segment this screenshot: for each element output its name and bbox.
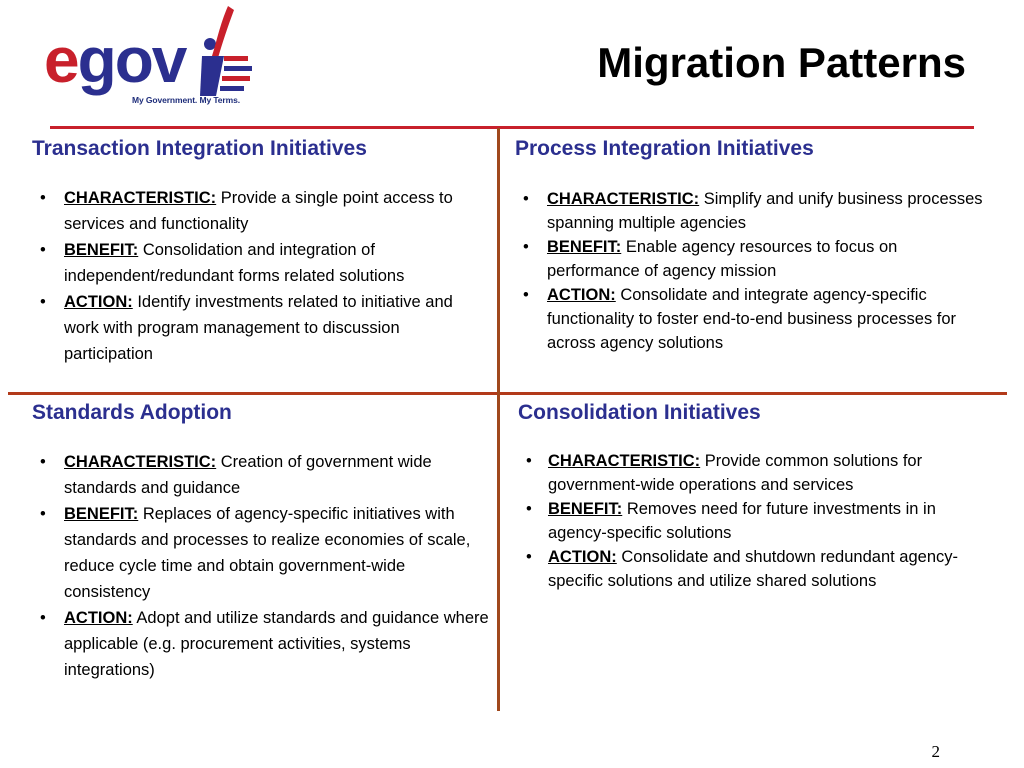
item-text: Enable agency resources to focus on performance of agency mission [547,238,898,281]
item-label: BENEFIT: [64,241,139,260]
item-label: ACTION: [547,286,616,305]
quadrant-standards-adoption [32,400,492,683]
item-text: Provide a single point access to services and functionality [64,189,453,234]
list-item [515,235,985,283]
vertical-divider [497,128,500,711]
bullet-list [515,187,985,355]
item-text: Provide common solutions for government-wide operations and services [548,452,923,495]
list-item [515,283,985,355]
item-label: CHARACTERISTIC: [547,190,700,209]
list-item [518,449,968,497]
bullet-list [518,449,968,593]
list-item [32,185,492,237]
quadrant-heading: Consolidation Initiatives [518,401,761,424]
item-label: ACTION: [548,548,617,567]
item-text: Identify investments related to initiative and work with program management to discussion participation [64,293,453,364]
bullet-list [32,449,492,683]
item-text: Consolidate and shutdown redundant agency-specific solutions and utilize shared solutions [548,548,958,591]
item-text: Creation of government wide standards and guidance [64,453,432,498]
quadrant-heading: Standards Adoption [32,401,232,424]
list-item [32,449,492,501]
list-item [518,497,968,545]
item-text: Removes need for future investments in in agency-specific solutions [548,500,936,543]
flag-figure-icon [200,6,252,96]
quadrant-transaction-integration [32,136,492,367]
egov-logo-graphic [44,4,264,108]
item-label: BENEFIT: [547,238,622,257]
item-text: Adopt and utilize standards and guidance where applicable (e.g. procurement activities, systems integrations) [64,609,489,680]
logo-tagline: My Government. My Terms. [132,95,240,105]
item-text: Replaces of agency-specific initiatives with standards and processes to realize economies of scale, reduce cycle time and obtain government-wide consistency [64,505,471,602]
list-item [518,545,968,593]
bullet-list [32,185,492,367]
item-label: CHARACTERISTIC: [64,189,217,208]
item-label: BENEFIT: [64,505,139,524]
list-item [32,237,492,289]
quadrant-consolidation [518,400,968,593]
item-text: Simplify and unify business processes spanning multiple agencies [547,190,983,233]
page-number: 2 [931,742,940,761]
logo-wordmark: egov [44,24,186,96]
item-label: CHARACTERISTIC: [64,453,217,472]
item-label: ACTION: [64,609,133,628]
item-label: BENEFIT: [548,500,623,519]
item-text: Consolidate and integrate agency-specific functionality to foster end-to-end business processes for across agency solutions [547,286,957,353]
list-item [32,605,492,683]
list-item [515,187,985,235]
item-label: CHARACTERISTIC: [548,452,701,471]
title-rule [50,126,974,129]
list-item [32,289,492,367]
egov-logo [44,4,264,108]
quadrant-heading: Transaction Integration Initiatives [32,137,367,160]
item-text: Consolidation and integration of independent/redundant forms related solutions [64,241,405,286]
page-title: Migration Patterns [597,39,966,86]
quadrant-heading: Process Integration Initiatives [515,137,814,160]
list-item [32,501,492,605]
item-label: ACTION: [64,293,133,312]
quadrant-process-integration [515,136,985,355]
horizontal-divider [8,392,1007,395]
